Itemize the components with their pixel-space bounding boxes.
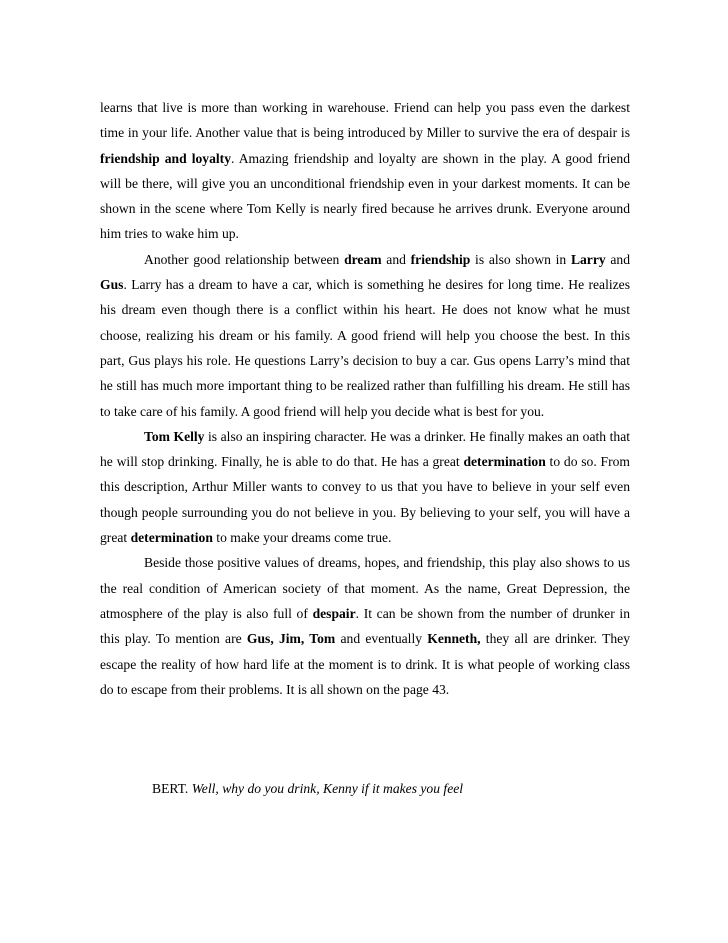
paragraph [100,550,630,702]
text-run: to make your dreams come true. [212,530,392,546]
text-run: Another good relationship between [144,251,345,267]
bold-text: despair [312,605,356,621]
bold-text: Tom Kelly [144,428,205,444]
text-run: they all are drinker. They escape the reality of how hard life at the moment is to drink. It is what people of working class do to escape from their problems. It is all shown on the page 43. [100,631,630,697]
paragraph [100,424,630,550]
bold-text: Gus, Jim, Tom [246,631,336,647]
text-run: is also an inspiring character. He was a drinker. He finally makes an oath that he will stop drinking. Finally, he is able to do that. He has a great [100,428,630,470]
text-run: . It can be shown from the number of drunker in this play. To mention are [100,605,630,647]
bold-text: Gus [100,277,124,293]
bold-text: determination [463,454,546,470]
paragraph [100,95,630,247]
text-run: Beside those positive values of dreams, hopes, and friendship, this play also shows to us the real condition of American society of that moment. As the name, Great Depression, the atmosphere of the play is also full of [100,555,630,621]
bold-text: Larry [570,251,606,267]
text-run: is also shown in [470,251,571,267]
bold-text: determination [130,530,213,546]
bold-text: Kenneth, [427,631,481,647]
text-run: and [381,251,411,267]
bold-text: friendship [410,251,471,267]
text-run: and eventually [335,631,428,647]
bold-text: dream [344,251,382,267]
text-run: learns that live is more than working in warehouse. Friend can help you pass even the darkest time in your life. Another value that is being introduced by Miller to survive the era of despair is [100,100,630,141]
text-run: and [605,251,631,267]
body-text [100,95,630,702]
quote-line: Well, why do you drink, Kenny if it makes you feel [191,781,464,796]
text-run: . Larry has a dream to have a car, which is something he desires for long time. He realizes his dream even though there is a conflict within his heart. He does not know what he must choose, realizing his dream or his family. A good friend will help you choose the best. In this part, Gus plays his role. He questions Larry’s decision to buy a car. Gus opens Larry’s mind that he still has much more important thing to be realized rather than fulfilling his dream. He still has to take care of his family. A good friend will help you decide what is best for you. [100,277,630,419]
text-run: . Amazing friendship and loyalty are shown in the play. A good friend will be there, will give you an unconditional friendship even in your darkest moments. It can be shown in the scene where Tom Kelly is nearly fired because he arrives drunk. Everyone around him tries to wake him up. [100,150,630,242]
quote-speaker: BERT. [152,781,189,796]
text-run: to do so. From this description, Arthur Miller wants to convey to us that you have to believe in your self even though people surrounding you do not believe in you. By believing to your self, you will have a great [100,454,630,546]
play-quote [152,776,463,801]
bold-text: friendship and loyalty [100,150,232,166]
paragraph [100,247,630,424]
